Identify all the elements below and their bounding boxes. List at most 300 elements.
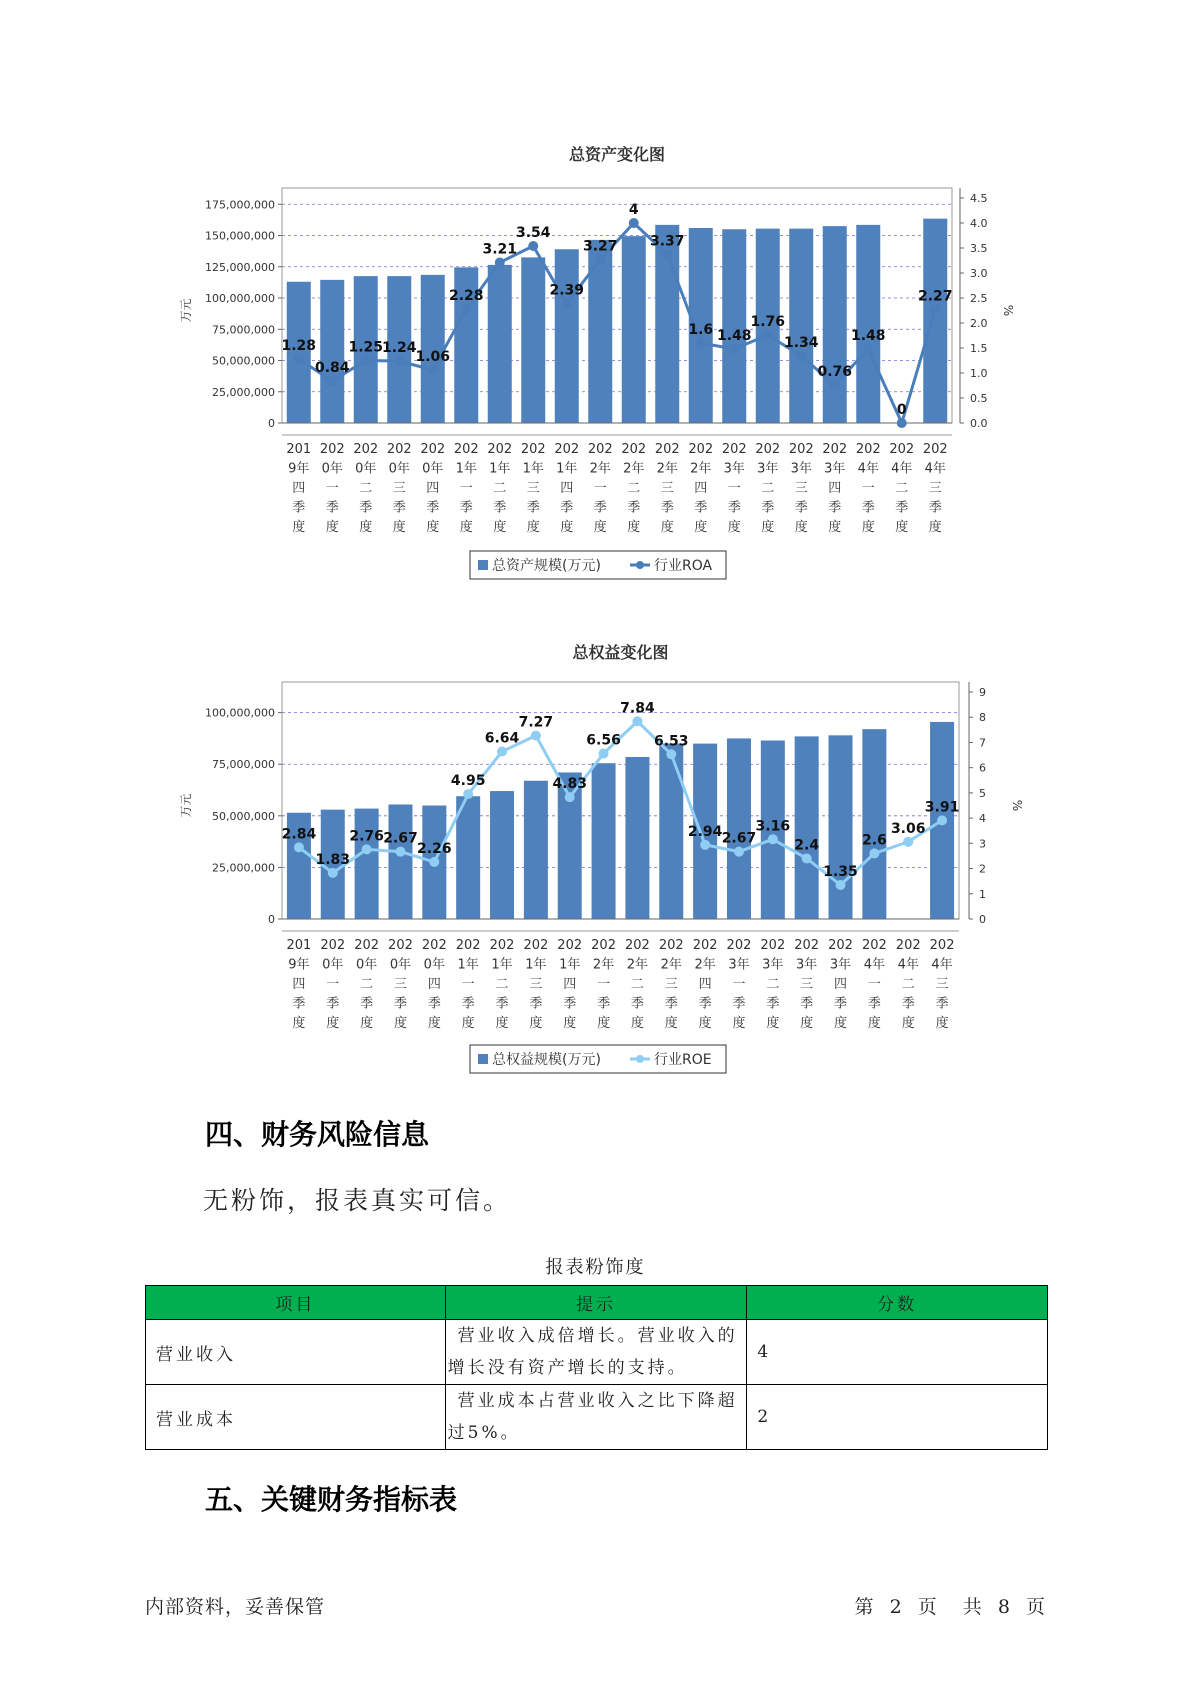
table-row [146, 1385, 1048, 1450]
asset-bar [789, 229, 813, 423]
ratio-point [863, 344, 873, 354]
category-label: 202 [386, 442, 412, 457]
category-label: 二 [901, 977, 915, 992]
asset-bar [488, 265, 512, 423]
category-label: 2年 [626, 957, 649, 973]
category-label: 0年 [388, 461, 410, 477]
asset-bar [862, 729, 886, 919]
right-axis-tick-label: 0 [979, 913, 986, 926]
category-label: 2年 [690, 461, 712, 477]
category-label: 季 [360, 996, 374, 1012]
category-label: 一 [461, 977, 475, 992]
category-label: 季 [761, 500, 775, 516]
category-label: 度 [761, 520, 775, 535]
category-label: 四 [698, 977, 712, 992]
ratio-data-label: 1.06 [415, 349, 451, 365]
ratio-data-label: 1.76 [750, 314, 786, 330]
category-label: 季 [292, 996, 306, 1012]
header-item: 项目 [146, 1286, 446, 1320]
category-label: 202 [557, 938, 583, 953]
category-label: 202 [523, 938, 549, 953]
left-axis-tick-label: 100,000,000 [205, 292, 275, 305]
category-label: 9年 [288, 957, 310, 973]
ratio-point [937, 815, 947, 825]
category-label: 202 [354, 938, 380, 953]
legend-bar-label: 总资产规模(万元) [492, 558, 601, 574]
category-label: 季 [834, 996, 848, 1012]
asset-bar [456, 796, 480, 919]
category-label: 202 [625, 938, 650, 953]
category-label: 度 [292, 1016, 306, 1031]
footer-page-number [855, 1592, 1046, 1619]
ratio-data-label: 3.06 [890, 820, 926, 837]
category-label: 度 [630, 1016, 644, 1031]
category-label: 3年 [723, 461, 745, 477]
category-label: 度 [861, 520, 875, 535]
ratio-point [531, 731, 541, 741]
ratio-data-label: 7.27 [518, 714, 554, 731]
category-label: 度 [493, 520, 507, 535]
ratio-point [429, 857, 439, 867]
category-label: 度 [935, 1016, 949, 1031]
category-label: 季 [698, 996, 712, 1012]
category-label: 季 [895, 500, 909, 516]
category-label: 202 [929, 938, 955, 953]
category-label: 季 [928, 500, 942, 516]
legend-bar-label: 总权益规模(万元) [492, 1052, 601, 1068]
category-label: 度 [393, 1016, 407, 1031]
right-axis-title: % [1001, 304, 1015, 317]
asset-bar [795, 736, 819, 919]
category-label: 0年 [422, 461, 444, 477]
category-label: 三 [529, 977, 543, 992]
total-label: 共 [962, 1596, 983, 1618]
category-label: 四 [292, 977, 306, 992]
footer-confidential-note: 内部资料，妥善保管 [145, 1596, 326, 1618]
category-label: 季 [529, 996, 543, 1012]
category-label: 四 [292, 481, 306, 496]
plot-area [282, 188, 952, 423]
category-label: 3年 [762, 957, 784, 973]
category-label: 季 [597, 996, 611, 1012]
category-label: 季 [427, 996, 441, 1012]
category-label: 2年 [660, 957, 682, 973]
category-label: 度 [326, 1016, 340, 1031]
ratio-point [763, 330, 773, 340]
ratio-data-label: 6.64 [484, 730, 520, 747]
ratio-point [599, 749, 609, 759]
ratio-data-label: 2.28 [448, 288, 484, 304]
ratio-data-label: 1.48 [716, 328, 752, 344]
ratio-point [696, 338, 706, 348]
right-axis-tick-label: 4 [979, 812, 986, 826]
category-label: 三 [660, 481, 674, 496]
right-axis-tick-label: 5 [979, 786, 986, 800]
right-axis-tick-label: 0.0 [970, 417, 988, 430]
row-hint: 营业成本占营业收入之比下降超过5%。 [445, 1385, 747, 1450]
category-label: 一 [325, 481, 339, 496]
section-heading-financial-risk: 四、财务风险信息 [205, 1118, 430, 1151]
ratio-data-label: 2.4 [794, 837, 820, 854]
right-axis-tick-label: 1.5 [970, 342, 988, 355]
category-label: 1年 [489, 461, 511, 477]
category-label: 三 [393, 977, 407, 992]
category-label: 201 [286, 442, 312, 457]
category-label: 三 [935, 977, 949, 992]
row-score: 4 [747, 1320, 1048, 1385]
ratio-data-label: 2.27 [917, 288, 953, 305]
right-axis-tick-label: 9 [979, 686, 986, 699]
category-label: 季 [560, 500, 574, 516]
table-row [146, 1320, 1048, 1385]
category-label: 季 [325, 500, 339, 516]
ratio-point [294, 842, 304, 852]
left-axis-tick-label: 75,000,000 [212, 323, 275, 337]
ratio-data-label: 2.67 [383, 830, 418, 847]
category-label: 202 [320, 938, 346, 953]
asset-bar [388, 804, 412, 919]
category-label: 季 [392, 500, 406, 516]
left-axis-tick-label: 100,000,000 [205, 706, 275, 720]
ratio-point [327, 376, 337, 386]
ratio-point [662, 250, 672, 260]
right-axis-tick-label: 3.0 [970, 267, 988, 280]
category-label: 202 [421, 938, 447, 953]
category-label: 202 [388, 938, 413, 953]
ratio-data-label: 3.16 [755, 818, 791, 835]
ratio-point [395, 847, 405, 857]
category-label: 202 [591, 938, 616, 953]
row-score: 2 [747, 1385, 1048, 1450]
category-label: 202 [692, 938, 718, 953]
category-label: 1年 [556, 461, 578, 477]
ratio-point [394, 356, 404, 366]
ratio-data-label: 1.34 [783, 335, 819, 351]
category-label: 3年 [757, 461, 779, 477]
category-label: 度 [694, 520, 708, 535]
left-axis-title: 万元 [179, 298, 193, 323]
legend-bar-swatch [478, 560, 488, 570]
category-label: 度 [461, 1016, 475, 1031]
ratio-data-label: 2.94 [687, 823, 723, 840]
ratio-point [897, 418, 907, 428]
category-label: 季 [800, 996, 814, 1012]
ratio-point [528, 241, 538, 251]
category-label: 1年 [455, 461, 477, 477]
ratio-point [734, 847, 744, 857]
category-label: 度 [427, 1016, 441, 1031]
category-label: 季 [828, 500, 842, 516]
row-hint: 营业收入成倍增长。营业收入的增长没有资产增长的支持。 [445, 1320, 747, 1385]
category-label: 度 [901, 1016, 915, 1031]
left-axis-tick-label: 50,000,000 [212, 354, 275, 368]
category-label: 三 [928, 481, 942, 496]
category-label: 1年 [457, 957, 479, 973]
category-label: 4年 [857, 461, 879, 477]
ratio-data-label: 1.83 [315, 851, 351, 868]
category-label: 季 [359, 500, 373, 516]
ratio-point [666, 749, 676, 759]
ratio-data-label: 6.56 [586, 732, 621, 749]
ratio-point [595, 255, 605, 265]
page-total: 8 [997, 1596, 1011, 1618]
total-unit: 页 [1025, 1596, 1046, 1618]
financial-risk-summary: 无粉饰，报表真实可信。 [203, 1186, 512, 1215]
right-axis-title: % [1010, 799, 1024, 812]
category-label: 三 [664, 977, 678, 992]
category-label: 季 [461, 996, 475, 1012]
ratio-data-label: 1.25 [348, 339, 384, 356]
category-label: 季 [563, 996, 577, 1012]
right-axis-tick-label: 4.5 [970, 192, 988, 205]
category-label: 202 [319, 442, 345, 457]
category-label: 季 [426, 500, 440, 516]
asset-bar [622, 236, 646, 423]
category-label: 二 [895, 481, 909, 496]
plot-area [282, 682, 959, 919]
category-label: 季 [495, 996, 509, 1012]
ratio-data-label: 2.84 [281, 826, 317, 843]
category-label: 季 [694, 500, 708, 516]
table-header-row [146, 1286, 1048, 1320]
window-dressing-table [145, 1285, 1048, 1450]
category-label: 202 [554, 442, 580, 457]
page-unit: 页 [917, 1596, 938, 1618]
asset-bar [320, 280, 344, 423]
category-label: 三 [392, 481, 406, 496]
category-label: 度 [660, 520, 674, 535]
category-label: 1年 [491, 957, 513, 973]
category-label: 2年 [694, 957, 716, 973]
ratio-point [903, 837, 913, 847]
asset-bar [625, 757, 649, 919]
right-axis-tick-label: 2.5 [970, 292, 988, 305]
asset-bar [555, 249, 579, 423]
ratio-data-label: 2.6 [861, 832, 887, 849]
legend-line-marker [636, 1055, 644, 1063]
category-label: 202 [861, 938, 887, 953]
category-label: 3年 [824, 461, 846, 477]
asset-bar [722, 229, 746, 423]
ratio-point [802, 853, 812, 863]
category-label: 度 [392, 520, 406, 535]
ratio-data-label: 2.67 [721, 830, 757, 847]
ratio-data-label: 1.35 [823, 863, 858, 880]
category-label: 二 [627, 481, 641, 496]
category-label: 度 [794, 520, 808, 535]
category-label: 201 [286, 938, 312, 953]
right-axis-tick-label: 7 [979, 736, 986, 750]
category-label: 0年 [423, 957, 445, 973]
right-axis-tick-label: 1.0 [970, 367, 988, 380]
ratio-data-label: 4 [628, 202, 639, 218]
ratio-point [768, 834, 778, 844]
category-label: 4年 [924, 461, 946, 477]
legend-line-label: 行业ROE [654, 1052, 712, 1068]
ratio-data-label: 1.48 [850, 328, 886, 344]
ratio-point [361, 356, 371, 366]
header-hint: 提示 [445, 1286, 747, 1320]
chart-title: 总资产变化图 [568, 145, 666, 164]
ratio-data-label: 3.54 [515, 225, 551, 241]
category-label: 度 [526, 520, 540, 535]
category-label: 季 [393, 996, 407, 1012]
ratio-data-label: 0.76 [817, 364, 853, 380]
total-assets-chart [0, 140, 1191, 600]
left-axis-tick-label: 50,000,000 [212, 809, 275, 823]
ratio-point [362, 844, 372, 854]
page-current: 2 [889, 1596, 903, 1618]
category-label: 202 [922, 442, 948, 457]
category-label: 三 [794, 481, 808, 496]
category-label: 4年 [891, 461, 913, 477]
category-label: 202 [895, 938, 921, 953]
category-label: 度 [727, 520, 741, 535]
asset-bar [490, 791, 514, 919]
category-label: 季 [935, 996, 949, 1012]
category-label: 一 [861, 481, 875, 496]
category-label: 202 [828, 938, 853, 953]
category-label: 度 [698, 1016, 712, 1031]
category-label: 202 [353, 442, 379, 457]
category-label: 度 [529, 1016, 543, 1031]
category-label: 2年 [592, 957, 615, 973]
category-label: 202 [621, 442, 647, 457]
right-axis-tick-label: 8 [979, 711, 986, 725]
ratio-data-label: 3.27 [582, 238, 618, 255]
page-label: 第 [854, 1596, 875, 1618]
category-label: 季 [660, 500, 674, 516]
ratio-data-label: 2.39 [549, 282, 585, 299]
category-label: 季 [732, 996, 746, 1012]
category-label: 2年 [589, 461, 611, 477]
category-label: 度 [732, 1016, 746, 1031]
ratio-point [294, 354, 304, 364]
ratio-point [562, 299, 572, 309]
category-label: 0年 [355, 461, 377, 477]
total-equity-chart-svg [0, 635, 1191, 1095]
category-label: 202 [688, 442, 714, 457]
right-axis-tick-label: 0.5 [970, 392, 988, 405]
category-label: 四 [834, 977, 848, 992]
category-label: 度 [597, 1016, 611, 1031]
category-label: 季 [493, 500, 507, 516]
category-label: 度 [292, 520, 306, 535]
category-label: 度 [495, 1016, 509, 1031]
category-label: 二 [630, 977, 644, 992]
asset-bar [521, 257, 545, 423]
category-label: 4年 [897, 957, 919, 973]
category-label: 一 [867, 977, 881, 992]
category-label: 二 [766, 977, 780, 992]
category-label: 3年 [790, 461, 812, 477]
category-label: 202 [721, 442, 747, 457]
category-label: 三 [526, 481, 540, 496]
total-assets-chart-svg [0, 140, 1191, 600]
category-label: 度 [560, 520, 574, 535]
category-label: 202 [520, 442, 546, 457]
category-label: 二 [360, 977, 374, 992]
category-label: 0年 [322, 957, 344, 973]
category-label: 季 [664, 996, 678, 1012]
category-label: 202 [455, 938, 481, 953]
asset-bar [727, 738, 751, 919]
ratio-point [461, 304, 471, 314]
category-label: 季 [727, 500, 741, 516]
right-axis-tick-label: 1 [979, 887, 986, 901]
category-label: 季 [593, 500, 607, 516]
category-label: 度 [359, 520, 373, 535]
category-label: 度 [459, 520, 473, 535]
category-label: 202 [658, 938, 684, 953]
left-axis-tick-label: 0 [268, 417, 275, 430]
category-label: 度 [800, 1016, 814, 1031]
category-label: 度 [928, 520, 942, 535]
category-label: 202 [453, 442, 479, 457]
left-axis-tick-label: 150,000,000 [205, 229, 275, 243]
right-axis-tick-label: 3 [979, 837, 986, 851]
category-label: 度 [834, 1016, 848, 1031]
category-label: 季 [627, 500, 641, 516]
total-equity-chart [0, 635, 1191, 1095]
left-axis-tick-label: 125,000,000 [205, 260, 275, 274]
ratio-data-label: 6.53 [654, 733, 689, 750]
category-label: 度 [360, 1016, 374, 1031]
ratio-data-label: 0 [896, 402, 907, 418]
category-label: 202 [420, 442, 446, 457]
asset-bar [856, 225, 880, 423]
category-label: 度 [766, 1016, 780, 1031]
category-label: 度 [867, 1016, 881, 1031]
category-label: 202 [788, 442, 814, 457]
ratio-point [565, 792, 575, 802]
category-label: 四 [563, 977, 577, 992]
category-label: 0年 [355, 957, 378, 973]
category-label: 二 [761, 481, 775, 496]
left-axis-title: 万元 [179, 793, 193, 818]
ratio-point [497, 747, 507, 757]
category-label: 202 [726, 938, 752, 953]
category-label: 202 [487, 442, 513, 457]
ratio-point [729, 344, 739, 354]
category-label: 度 [325, 520, 339, 535]
category-label: 季 [326, 996, 340, 1012]
category-label: 四 [426, 481, 440, 496]
category-label: 202 [654, 442, 680, 457]
category-label: 202 [760, 938, 786, 953]
ratio-point [869, 848, 879, 858]
right-axis-tick-label: 6 [979, 761, 986, 775]
category-label: 0年 [389, 957, 412, 973]
category-label: 四 [828, 481, 842, 496]
category-label: 度 [895, 520, 909, 535]
category-label: 202 [822, 442, 848, 457]
chart-title: 总权益变化图 [572, 643, 669, 662]
row-item: 营业成本 [146, 1385, 446, 1450]
table-caption: 报表粉饰度 [545, 1257, 646, 1278]
ratio-data-label: 3.37 [649, 233, 685, 250]
category-label: 202 [587, 442, 613, 457]
ratio-data-label: 7.84 [620, 700, 655, 717]
row-item: 营业收入 [146, 1320, 446, 1385]
category-label: 9年 [288, 461, 310, 477]
legend-bar-swatch [478, 1054, 488, 1064]
left-axis-tick-label: 75,000,000 [212, 758, 275, 772]
category-label: 4年 [931, 957, 953, 973]
right-axis-tick-label: 2 [979, 862, 986, 876]
category-label: 季 [292, 500, 306, 516]
category-label: 季 [794, 500, 808, 516]
